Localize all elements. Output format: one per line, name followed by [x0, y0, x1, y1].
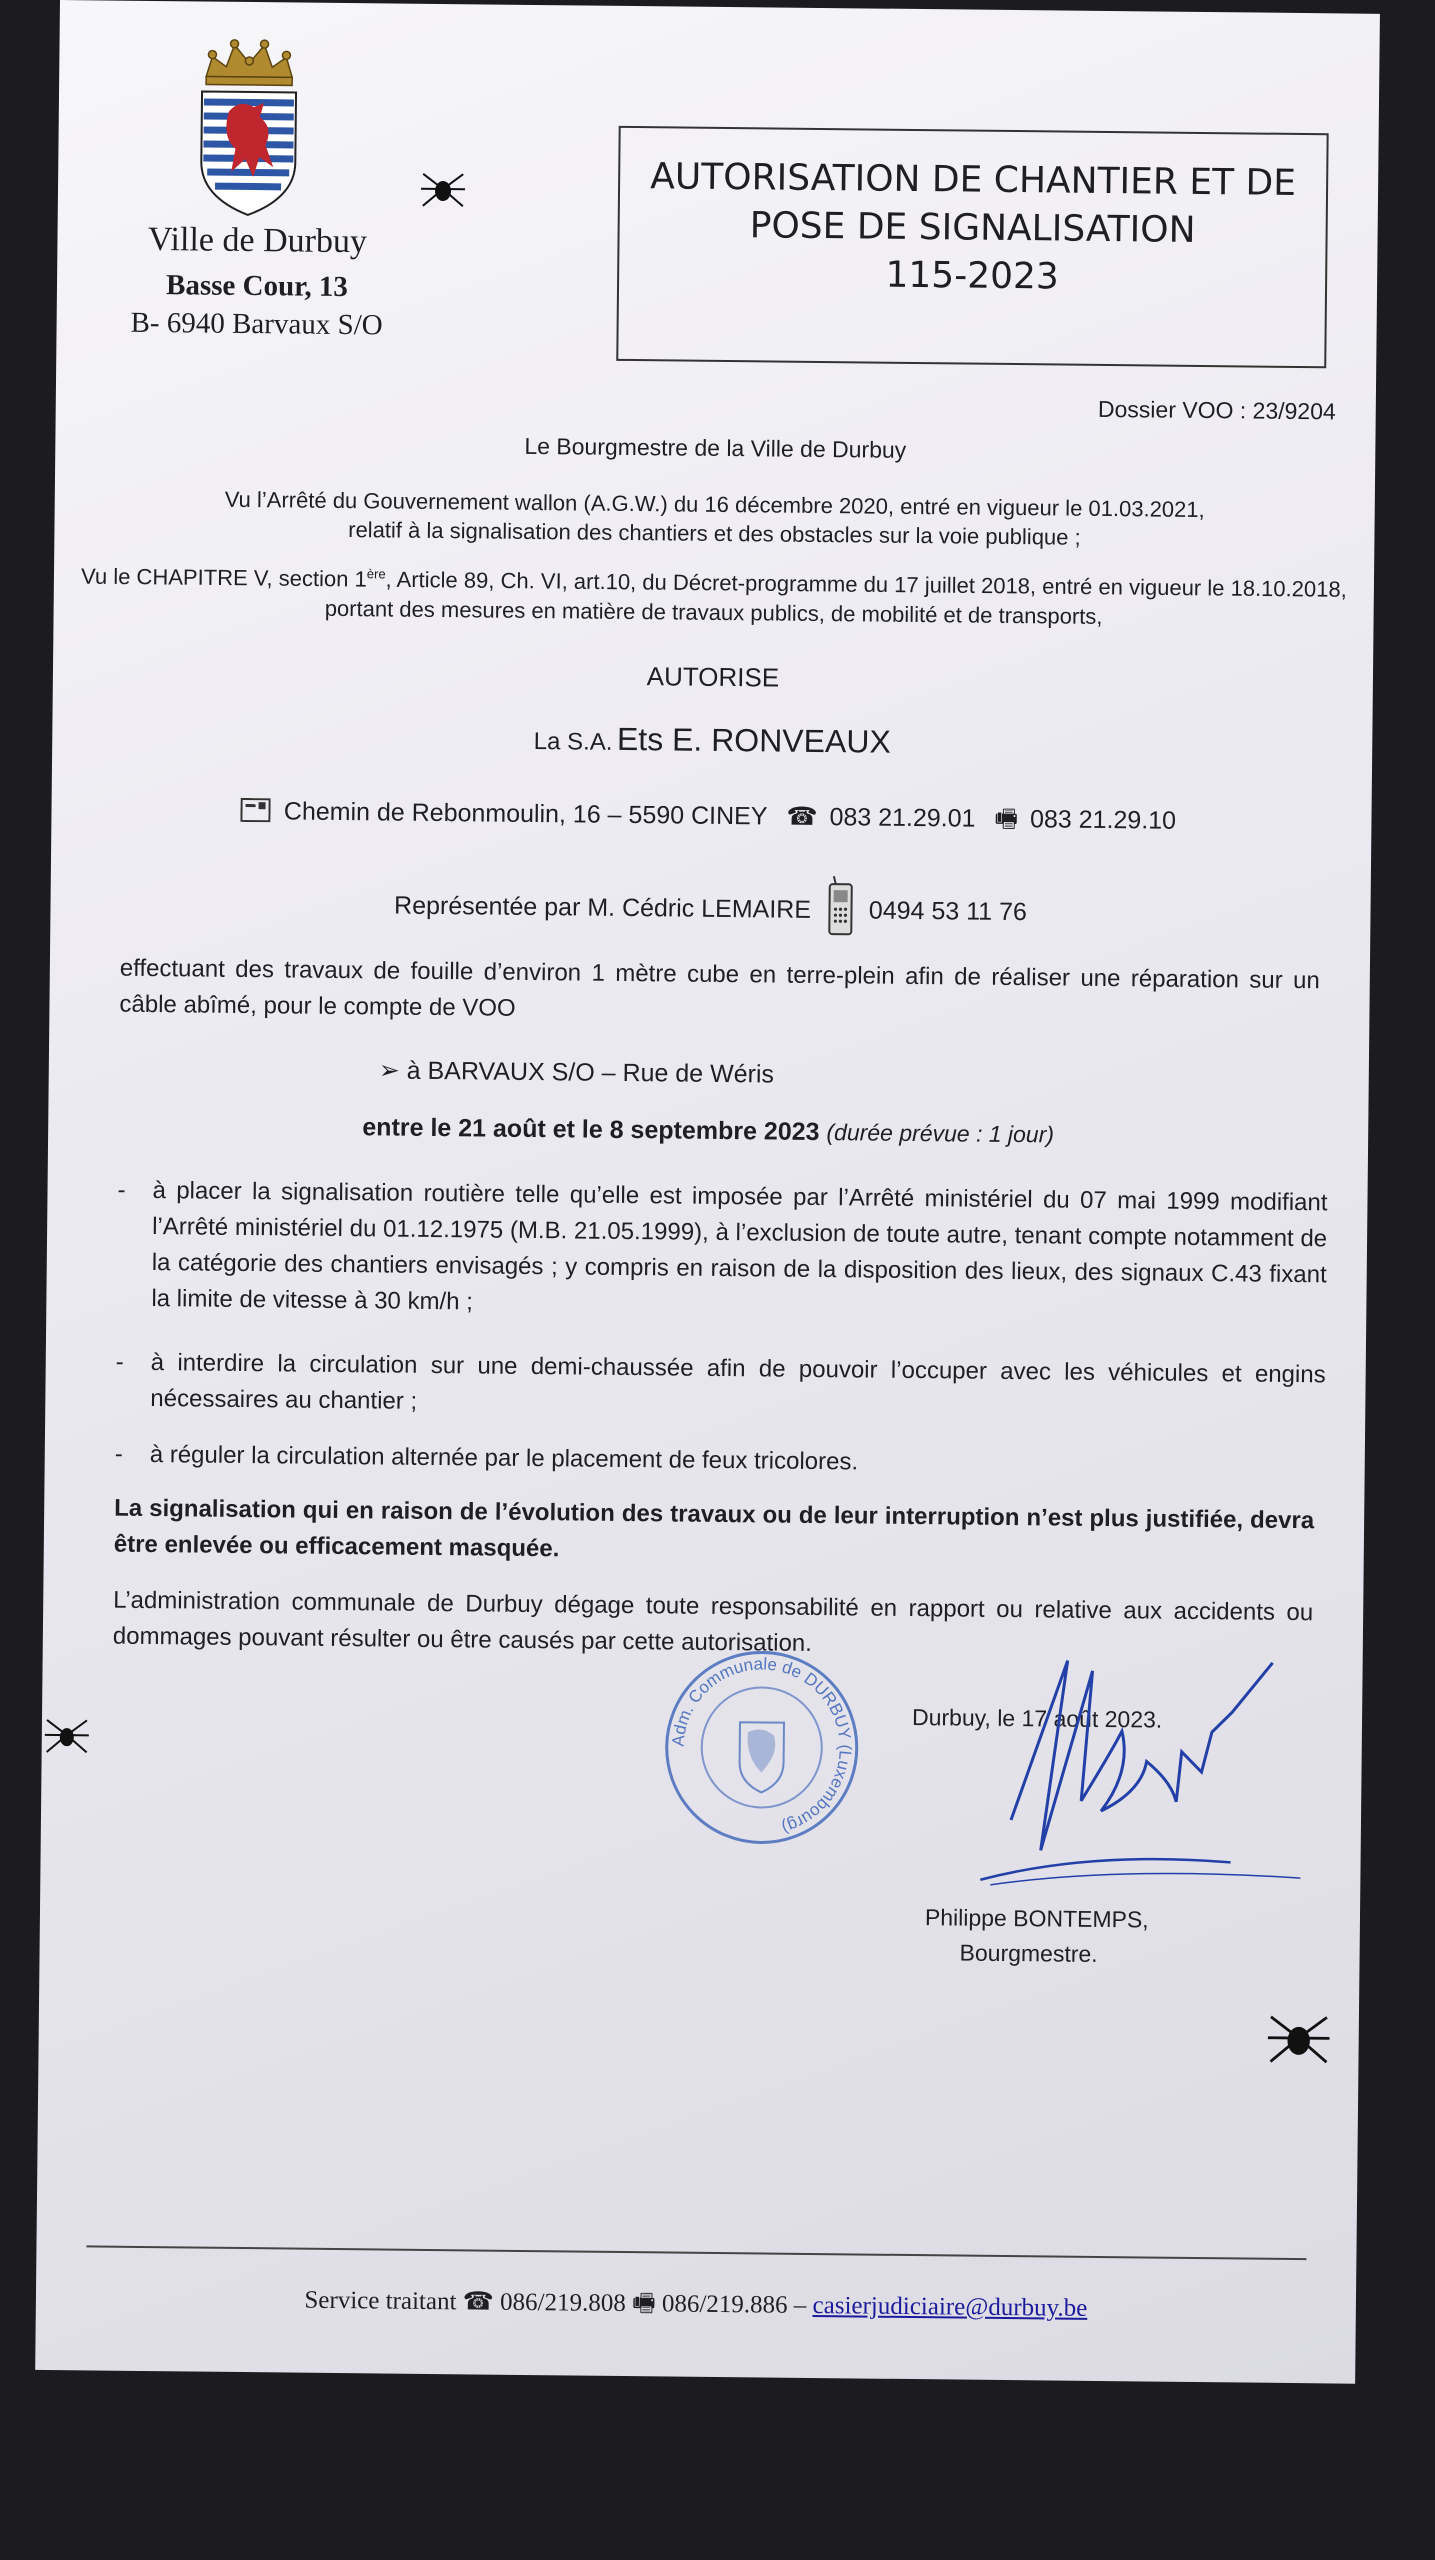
mail-icon — [241, 798, 271, 822]
work-location: à BARVAUX S/O – Rue de Wéris — [406, 1056, 775, 1089]
work-location-line — [379, 1055, 774, 1089]
work-description: effectuant des travaux de fouille d’environ 1 mètre cube en terre-plein afin de réaliser une réparation sur un câble abîmé, pour le compte de VOO — [119, 954, 1320, 1022]
arrow-bullet-icon: ➢ — [378, 1056, 400, 1085]
footer-service-label: Service traitant — [304, 2286, 457, 2316]
representative-name: Représentée par M. Cédric LEMAIRE — [393, 891, 812, 924]
legal-basis-1b: relatif à la signalisation des chantiers et des obstacles sur la voie publique ; — [348, 517, 1081, 550]
footer-phone: 086/219.808 — [499, 2288, 626, 2318]
legal-basis-2a-pre: Vu le CHAPITRE V, section 1 — [80, 563, 367, 592]
mobile-phone-icon — [824, 876, 857, 936]
bourgmestre-heading: Le Bourgmestre de la Ville de Durbuy — [524, 432, 907, 463]
removal-notice: La signalisation qui en raison de l’évolution des travaux ou de leur interruption n’est plus justifiée, devra être enlevée ou efficacement masquée. — [113, 1494, 1315, 1563]
signature-date: Durbuy, le 17 août 2023. — [911, 1704, 1163, 1733]
condition-item: - à interdire la circulation sur une demi-chaussée afin de pouvoir l’occuper avec les véhicules et engins nécessaires au chantier ; — [115, 1345, 1326, 1430]
title-number: 115-2023 — [885, 254, 1060, 298]
fax-icon: 🖷 — [994, 804, 1019, 834]
spider-icon — [418, 164, 469, 215]
legal-basis-2a-sup: ère — [366, 566, 386, 582]
signatory-name: Philippe BONTEMPS, — [924, 1904, 1149, 1933]
town-address-line1: Basse Cour, 13 — [165, 269, 349, 304]
legal-basis-2b: portant des mesures en matière de travaux publics, de mobilité et de transports, — [324, 595, 1103, 629]
signatory-title: Bourgmestre. — [959, 1939, 1098, 1967]
work-duration: (durée prévue : 1 jour) — [826, 1119, 1055, 1148]
stamp-text: Adm. Communale de DURBUY (Luxembourg) — [668, 1654, 855, 1838]
phone-icon: ☎ — [462, 2288, 494, 2316]
work-period: entre le 21 août et le 8 septembre 2023 — [362, 1113, 820, 1147]
dossier-number: Dossier VOO : 23/9204 — [1097, 395, 1336, 425]
company-heading — [52, 715, 1372, 766]
representative-line — [50, 868, 1371, 942]
representative-mobile: 0494 53 11 76 — [868, 896, 1028, 927]
spider-icon — [42, 1710, 93, 1761]
title-line2: POSE DE SIGNALISATION — [749, 205, 1196, 251]
municipal-stamp — [661, 1646, 863, 1848]
liability-notice: L’administration communale de Durbuy dégage toute responsabilité en rapport ou relative aux accidents ou dommages pouvant résulter ou être causés par cette autorisation. — [112, 1586, 1314, 1657]
spider-icon — [1263, 2003, 1334, 2074]
company-fax: 083 21.29.10 — [1029, 805, 1177, 835]
footer-contact — [36, 2278, 1356, 2335]
phone-icon: ☎ — [786, 802, 818, 831]
legal-basis-1a: Vu l’Arrêté du Gouvernement wallon (A.G.W.) du 16 décembre 2020, entré en vigueur le 01.03.2021, — [224, 486, 1205, 523]
fax-icon: 🖷 — [631, 2290, 656, 2318]
work-period-line — [48, 1110, 1368, 1153]
footer-fax: 086/219.886 – — [661, 2290, 807, 2319]
company-name: Ets E. RONVEAUX — [616, 720, 891, 760]
document-title-box — [616, 126, 1328, 368]
company-address: Chemin de Rebonmoulin, 16 – 5590 CINEY — [283, 797, 768, 831]
footer-email-link[interactable]: casierjudiciaire@durbuy.be — [812, 2292, 1088, 2322]
condition-text: à placer la signalisation routière telle qu’elle est imposée par l’Arrêté ministériel du 07 mai 1999 modifiant l’Arrêté ministériel du 01.12.1975 (M.B. 21.05.1999), à l’exclusion de toute autre, tenant compte notamment de la catégorie des chantiers envisagés ; y compris en raison de la disposition des lieux, des signaux C.43 fixant la limite de vitesse à 30 km/h ; — [151, 1177, 1328, 1316]
condition-item: - à placer la signalisation routière telle qu’elle est imposée par l’Arrêté ministériel du 07 mai 1999 modifiant l’Arrêté ministériel du 01.12.1975 (M.B. 21.05.1999), à l’exclusion de toute autre, tenant compte notamment de la catégorie des chantiers envisagés ; y compris en raison de la disposition des lieux, des signaux C.43 fixant la limite de vitesse à 30 km/h ; — [116, 1173, 1327, 1330]
town-name: Ville de Durbuy — [147, 220, 368, 261]
condition-item: - à réguler la circulation alternée par le placement de feux tricolores. — [115, 1437, 1325, 1486]
company-contact-line — [51, 790, 1371, 847]
crest-icon — [193, 36, 305, 217]
legal-basis-2a-post: , Article 89, Ch. VI, art.10, du Décret-programme du 17 juillet 2018, entré en vigueur le 18.10.2018, — [385, 566, 1347, 602]
town-address-line2: B- 6940 Barvaux S/O — [130, 306, 383, 342]
condition-text: à réguler la circulation alternée par le placement de feux tricolores. — [149, 1441, 859, 1476]
footer-divider — [86, 2245, 1306, 2260]
title-line1: AUTORISATION DE CHANTIER ET DE — [650, 156, 1297, 204]
condition-text: à interdire la circulation sur une demi-chaussée afin de pouvoir l’occuper avec les véhicules et engins nécessaires au chantier ; — [150, 1349, 1326, 1415]
document-page — [35, 0, 1380, 2384]
handwritten-signature — [970, 1650, 1312, 1894]
company-prefix: La S.A. — [533, 728, 613, 756]
company-phone: 083 21.29.01 — [829, 803, 976, 833]
autorise-heading: AUTORISE — [646, 661, 780, 693]
